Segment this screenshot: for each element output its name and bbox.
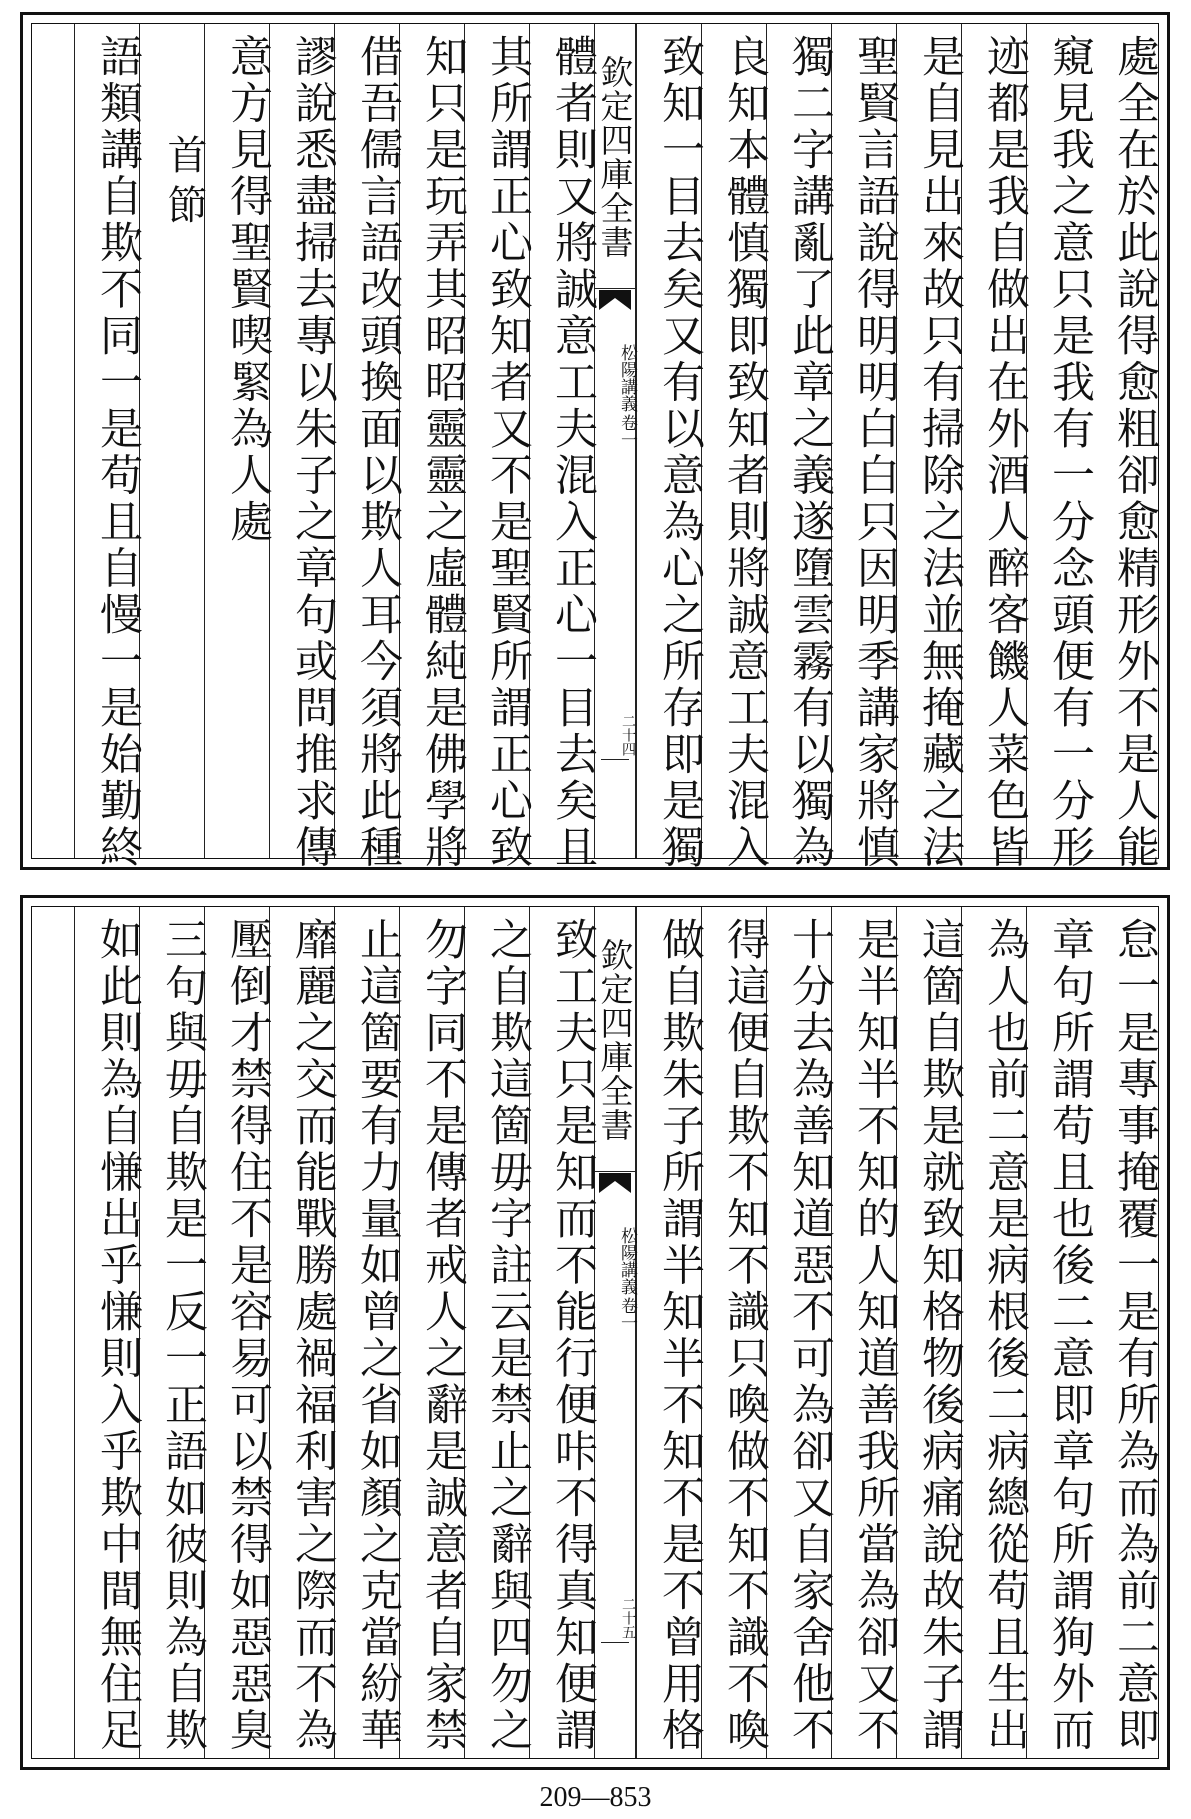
text-column: 處全在於此說得愈粗卻愈精形外不是人能 [1110, 34, 1160, 871]
center-spine [594, 24, 636, 858]
text-column: 聖賢言語說得明明白白只因明季講家將慎 [831, 24, 896, 858]
text-column: 窺見我之意只是我有一分念頭便有一分形 [1026, 24, 1091, 858]
spine-rule [601, 1642, 629, 1643]
text-column: 靡麗之交而能戰勝處禍福利害之際而不為 [269, 907, 334, 1758]
text-column: 致知一目去矣又有以意為心之所存即是獨 [636, 24, 701, 858]
text-column: 為人也前二意是病根後二病總從苟且生出 [961, 907, 1026, 1758]
text-column: 知只是玩弄其昭昭靈靈之虛體純是佛學將 [399, 24, 464, 858]
text-column: 勿字同不是傳者戒人之辭是誠意者自家禁 [399, 907, 464, 1758]
lower-leaf [20, 895, 1170, 1770]
text-column: 良知本體慎獨即致知者則將誠意工夫混入 [701, 24, 766, 858]
text-column: 其所謂正心致知者又不是聖賢所謂正心致 [464, 24, 529, 858]
text-column: 語類講自欺不同一是苟且自慢一是始勤終 [74, 24, 139, 858]
upper-leaf [20, 12, 1170, 870]
text-column: 是半知半不知的人知道善我所當為卻又不 [831, 907, 896, 1758]
text-column: 迹都是我自做出在外酒人醉客饑人菜色皆 [961, 24, 1026, 858]
text-column: 三句與毋自欺是一反一正語如彼則為自欺 [139, 907, 204, 1758]
section-heading: 首節 [139, 24, 204, 858]
text-column: 之自欺這箇毋字註云是禁止之辭與四勿之 [464, 907, 529, 1758]
upper-leaf-frame [31, 23, 1160, 871]
text-column: 借吾儒言語改頭換面以欺人耳今須將此種 [334, 24, 399, 858]
spine-title: 欽定四庫全書 [595, 26, 635, 289]
spine-book-info [595, 1227, 635, 1331]
lower-leaf-frame [31, 906, 1159, 1759]
catalog-page-number: 209—853 [539, 1782, 652, 1813]
text-column: 壓倒才禁得住不是容易可以禁得如惡惡臭 [204, 907, 269, 1758]
spine-book-info [595, 344, 635, 448]
text-column: 章句所謂苟且也後二意即章句所謂狥外而 [1026, 907, 1091, 1758]
spine-book-title: 松陽講義 [617, 344, 637, 412]
text-column: 怠一是專事掩覆一是有所為而為前二意即 [1110, 917, 1160, 1754]
text-column: 意方見得聖賢喫緊為人處 [204, 24, 269, 858]
text-column: 十分去為善知道惡不可為卻又自家舍他不 [766, 907, 831, 1758]
text-column: 體者則又將誠意工夫混入正心一目去矣且 [529, 24, 594, 858]
spine-rule [601, 759, 629, 760]
spine-volume: 卷一 [617, 1297, 637, 1331]
text-column: 做自欺朱子所謂半知半不知不是不曾用格 [636, 907, 701, 1758]
spine-book-title: 松陽講義 [617, 1227, 637, 1295]
text-column: 止這箇要有力量如曾之省如顏之克當紛華 [334, 907, 399, 1758]
text-column: 這箇自欺是就致知格物後病痛說故朱子謂 [896, 907, 961, 1758]
spine-page-number: 二十四 [620, 714, 636, 756]
text-column: 是自見出來故只有掃除之法並無掩藏之法 [896, 24, 961, 858]
text-column: 獨二字講亂了此章之義遂墮雲霧有以獨為 [766, 24, 831, 858]
center-spine [594, 907, 636, 1758]
spine-title: 欽定四庫全書 [595, 909, 635, 1172]
text-column: 謬說悉盡掃去專以朱子之章句或問推求傳 [269, 24, 334, 858]
spine-page-number: 二十五 [620, 1597, 636, 1639]
text-column: 得這便自欺不知不識只喚做不知不識不喚 [701, 907, 766, 1758]
text-column: 如此則為自慊出乎慊則入乎欺中間無住足 [74, 907, 139, 1758]
fishtail-mark-icon [599, 1173, 631, 1195]
spine-volume: 卷一 [617, 414, 637, 448]
text-column: 致工夫只是知而不能行便咔不得真知便謂 [529, 907, 594, 1758]
fishtail-mark-icon [599, 290, 631, 312]
